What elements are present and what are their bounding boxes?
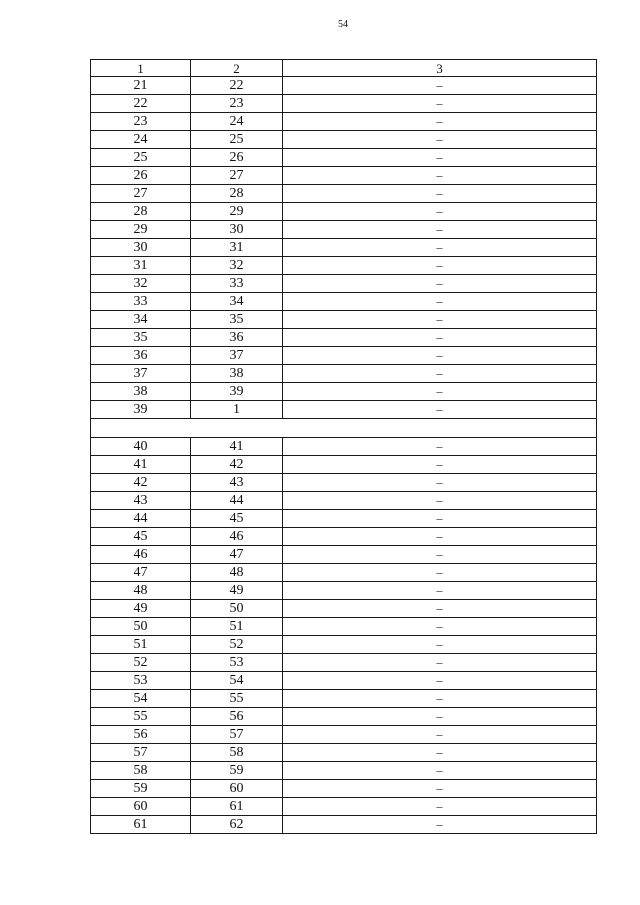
table-row (91, 113, 597, 131)
cell-col-1: 21 (91, 77, 191, 95)
cell-col-1: 35 (91, 329, 191, 347)
column-header-1: 1 (91, 60, 191, 77)
table-row (91, 744, 597, 762)
table-row (91, 95, 597, 113)
cell-col-2: 32 (191, 257, 283, 275)
cell-col-1: 40 (91, 438, 191, 456)
data-table-container (90, 59, 596, 834)
cell-col-1: 28 (91, 203, 191, 221)
table-row (91, 636, 597, 654)
table-row (91, 474, 597, 492)
cell-col-2: 33 (191, 275, 283, 293)
table-row (91, 762, 597, 780)
cell-col-2: 60 (191, 780, 283, 798)
cell-col-3: – (283, 546, 597, 564)
cell-col-2: 46 (191, 528, 283, 546)
cell-col-1: 39 (91, 401, 191, 419)
cell-col-2: 51 (191, 618, 283, 636)
table-row (91, 600, 597, 618)
cell-col-3: – (283, 654, 597, 672)
cell-col-3: – (283, 77, 597, 95)
cell-col-2: 61 (191, 798, 283, 816)
cell-col-3: – (283, 167, 597, 185)
cell-col-1: 33 (91, 293, 191, 311)
cell-col-3: – (283, 365, 597, 383)
cell-col-3: – (283, 636, 597, 654)
cell-col-3: – (283, 474, 597, 492)
cell-col-3: – (283, 203, 597, 221)
cell-col-3: – (283, 582, 597, 600)
cell-col-3: – (283, 798, 597, 816)
page-number: 54 (338, 19, 348, 30)
cell-col-2: 57 (191, 726, 283, 744)
table-row (91, 456, 597, 474)
cell-col-2: 54 (191, 672, 283, 690)
cell-col-2: 34 (191, 293, 283, 311)
cell-col-3: – (283, 275, 597, 293)
cell-col-3: – (283, 726, 597, 744)
cell-col-1: 59 (91, 780, 191, 798)
cell-col-3: – (283, 456, 597, 474)
cell-col-1: 46 (91, 546, 191, 564)
cell-col-1: 22 (91, 95, 191, 113)
cell-col-1: 49 (91, 600, 191, 618)
cell-col-2: 31 (191, 239, 283, 257)
table-row (91, 582, 597, 600)
cell-col-1: 50 (91, 618, 191, 636)
cell-col-1: 24 (91, 131, 191, 149)
table-row (91, 492, 597, 510)
cell-col-2: 42 (191, 456, 283, 474)
cell-col-3: – (283, 131, 597, 149)
cell-col-2: 49 (191, 582, 283, 600)
cell-col-1: 57 (91, 744, 191, 762)
table-row (91, 708, 597, 726)
table-row (91, 690, 597, 708)
cell-col-1: 52 (91, 654, 191, 672)
cell-col-3: – (283, 816, 597, 834)
table-row (91, 798, 597, 816)
cell-col-1: 45 (91, 528, 191, 546)
table-row (91, 203, 597, 221)
table-row (91, 618, 597, 636)
table-row (91, 77, 597, 95)
cell-col-3: – (283, 438, 597, 456)
cell-col-1: 55 (91, 708, 191, 726)
table-header-row (91, 60, 597, 77)
cell-col-1: 54 (91, 690, 191, 708)
cell-col-1: 26 (91, 167, 191, 185)
table-row (91, 546, 597, 564)
column-header-3: 3 (283, 60, 597, 77)
cell-col-2: 45 (191, 510, 283, 528)
cell-col-2: 43 (191, 474, 283, 492)
cell-col-3: – (283, 690, 597, 708)
table-row (91, 816, 597, 834)
cell-col-2: 37 (191, 347, 283, 365)
cell-col-2: 22 (191, 77, 283, 95)
cell-col-1: 61 (91, 816, 191, 834)
table-row (91, 564, 597, 582)
table-row (91, 528, 597, 546)
cell-col-1: 37 (91, 365, 191, 383)
cell-col-1: 42 (91, 474, 191, 492)
cell-col-1: 48 (91, 582, 191, 600)
table-row (91, 329, 597, 347)
cell-col-1: 56 (91, 726, 191, 744)
cell-col-1: 58 (91, 762, 191, 780)
column-header-2: 2 (191, 60, 283, 77)
cell-col-3: – (283, 618, 597, 636)
cell-col-2: 24 (191, 113, 283, 131)
cell-col-2: 50 (191, 600, 283, 618)
table-row (91, 167, 597, 185)
cell-col-2: 35 (191, 311, 283, 329)
table-row (91, 185, 597, 203)
cell-col-2: 41 (191, 438, 283, 456)
table-row (91, 654, 597, 672)
cell-col-2: 58 (191, 744, 283, 762)
cell-col-2: 55 (191, 690, 283, 708)
cell-col-2: 38 (191, 365, 283, 383)
cell-col-3: – (283, 762, 597, 780)
cell-col-3: – (283, 239, 597, 257)
cell-col-3: – (283, 744, 597, 762)
cell-col-1: 44 (91, 510, 191, 528)
cell-col-2: 59 (191, 762, 283, 780)
cell-col-2: 62 (191, 816, 283, 834)
cell-col-2: 30 (191, 221, 283, 239)
section-separator-row (91, 419, 597, 438)
cell-col-3: – (283, 221, 597, 239)
cell-col-3: – (283, 492, 597, 510)
cell-col-1: 47 (91, 564, 191, 582)
table-row (91, 257, 597, 275)
cell-col-3: – (283, 564, 597, 582)
cell-col-2: 48 (191, 564, 283, 582)
cell-col-2: 1 (191, 401, 283, 419)
cell-col-3: – (283, 780, 597, 798)
table-row (91, 149, 597, 167)
cell-col-2: 56 (191, 708, 283, 726)
table-row (91, 780, 597, 798)
cell-col-1: 31 (91, 257, 191, 275)
cell-col-3: – (283, 510, 597, 528)
cell-col-2: 27 (191, 167, 283, 185)
table-row (91, 311, 597, 329)
cell-col-2: 29 (191, 203, 283, 221)
cell-col-3: – (283, 293, 597, 311)
table-row (91, 672, 597, 690)
data-table (90, 59, 597, 834)
cell-col-1: 36 (91, 347, 191, 365)
cell-col-2: 39 (191, 383, 283, 401)
table-row (91, 365, 597, 383)
cell-col-2: 47 (191, 546, 283, 564)
cell-col-1: 30 (91, 239, 191, 257)
cell-col-1: 25 (91, 149, 191, 167)
cell-col-2: 25 (191, 131, 283, 149)
table-row (91, 293, 597, 311)
cell-col-2: 36 (191, 329, 283, 347)
section-separator-cell (91, 419, 597, 438)
cell-col-1: 32 (91, 275, 191, 293)
cell-col-1: 53 (91, 672, 191, 690)
cell-col-2: 52 (191, 636, 283, 654)
cell-col-2: 23 (191, 95, 283, 113)
cell-col-3: – (283, 257, 597, 275)
cell-col-3: – (283, 528, 597, 546)
cell-col-2: 26 (191, 149, 283, 167)
table-row (91, 275, 597, 293)
cell-col-2: 28 (191, 185, 283, 203)
table-row (91, 401, 597, 419)
cell-col-2: 44 (191, 492, 283, 510)
cell-col-3: – (283, 95, 597, 113)
cell-col-1: 38 (91, 383, 191, 401)
cell-col-1: 27 (91, 185, 191, 203)
table-row (91, 438, 597, 456)
table-row (91, 239, 597, 257)
cell-col-3: – (283, 708, 597, 726)
cell-col-3: – (283, 383, 597, 401)
cell-col-1: 51 (91, 636, 191, 654)
table-row (91, 383, 597, 401)
cell-col-3: – (283, 311, 597, 329)
cell-col-2: 53 (191, 654, 283, 672)
cell-col-1: 34 (91, 311, 191, 329)
table-row (91, 510, 597, 528)
cell-col-3: – (283, 149, 597, 167)
cell-col-3: – (283, 600, 597, 618)
table-row (91, 221, 597, 239)
cell-col-3: – (283, 329, 597, 347)
table-row (91, 131, 597, 149)
table-row (91, 726, 597, 744)
cell-col-1: 41 (91, 456, 191, 474)
cell-col-3: – (283, 185, 597, 203)
table-body (91, 60, 597, 834)
table-row (91, 347, 597, 365)
cell-col-3: – (283, 672, 597, 690)
cell-col-1: 43 (91, 492, 191, 510)
cell-col-3: – (283, 401, 597, 419)
cell-col-1: 23 (91, 113, 191, 131)
cell-col-1: 60 (91, 798, 191, 816)
cell-col-3: – (283, 113, 597, 131)
cell-col-1: 29 (91, 221, 191, 239)
cell-col-3: – (283, 347, 597, 365)
